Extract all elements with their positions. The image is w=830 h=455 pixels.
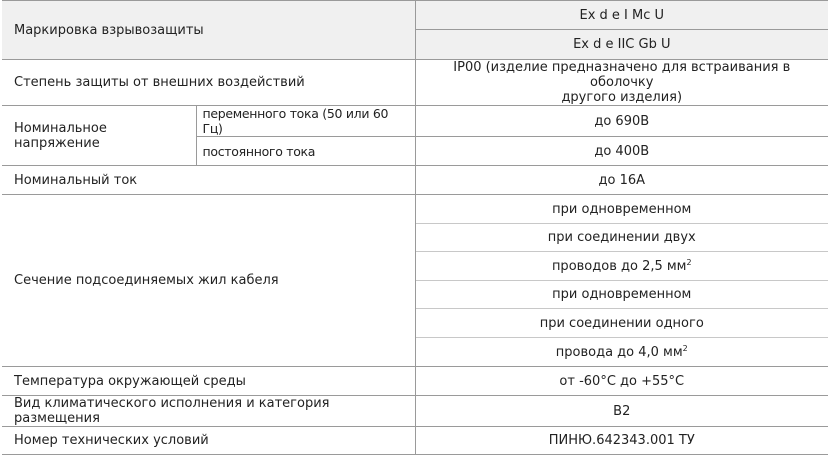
marking-label: Маркировка взрывозащиты: [2, 1, 415, 60]
specifications-table: [2, 0, 828, 455]
table-row: [2, 1, 828, 30]
voltage-ac-value: до 690В: [415, 106, 828, 137]
current-value: до 16А: [415, 166, 828, 195]
climate-label: Вид климатического исполнения и категория размещения: [14, 396, 330, 426]
current-label: Номинальный ток: [14, 172, 138, 188]
protection-value-line2: другого изделия): [561, 90, 683, 105]
cable-line-6: [415, 338, 828, 367]
temperature-label: Температура окружающей среды: [14, 373, 246, 389]
temperature-value: от -60°С до +55°С: [415, 367, 828, 396]
spec-value: ПИНЮ.642343.001 ТУ: [415, 427, 828, 455]
table-row: [2, 396, 828, 427]
table-row: [2, 166, 828, 195]
cable-line-6-sup: 2: [682, 343, 688, 353]
cable-line-3: [415, 252, 828, 281]
spec-label: Номер технических условий: [14, 433, 209, 448]
voltage-ac-label: переменного тока (50 или 60 Гц): [196, 106, 415, 137]
voltage-label: Номинальное напряжение: [14, 120, 107, 151]
voltage-dc-value: до 400В: [415, 137, 828, 166]
table-row: [2, 427, 828, 455]
protection-value-line1: IP00 (изделие предназначено для встраивания в оболочку: [453, 60, 791, 90]
table-row: [2, 367, 828, 396]
table-row: [2, 195, 828, 224]
marking-value-1: Ex d e I Mc U: [415, 1, 828, 30]
climate-value: В2: [415, 396, 828, 427]
cable-line-5: при соединении одного: [415, 309, 828, 338]
table-row: [2, 60, 828, 106]
cable-line-6-text: провода до 4,0 мм: [555, 344, 683, 360]
voltage-dc-label: постоянного тока: [196, 137, 415, 166]
cable-line-3-text: проводов до 2,5 мм: [551, 258, 687, 274]
cable-line-3-sup: 2: [686, 257, 692, 267]
table-row: [2, 106, 828, 137]
protection-value: [415, 60, 828, 106]
cable-line-4: при одновременном: [415, 281, 828, 309]
cable-label: Сечение подсоединяемых жил кабеля: [2, 195, 415, 367]
cable-line-2: при соединении двух: [415, 224, 828, 252]
cable-line-1: при одновременном: [415, 195, 828, 224]
protection-label: Степень защиты от внешних воздействий: [14, 75, 305, 90]
marking-value-2: Ex d e IIC Gb U: [415, 30, 828, 60]
